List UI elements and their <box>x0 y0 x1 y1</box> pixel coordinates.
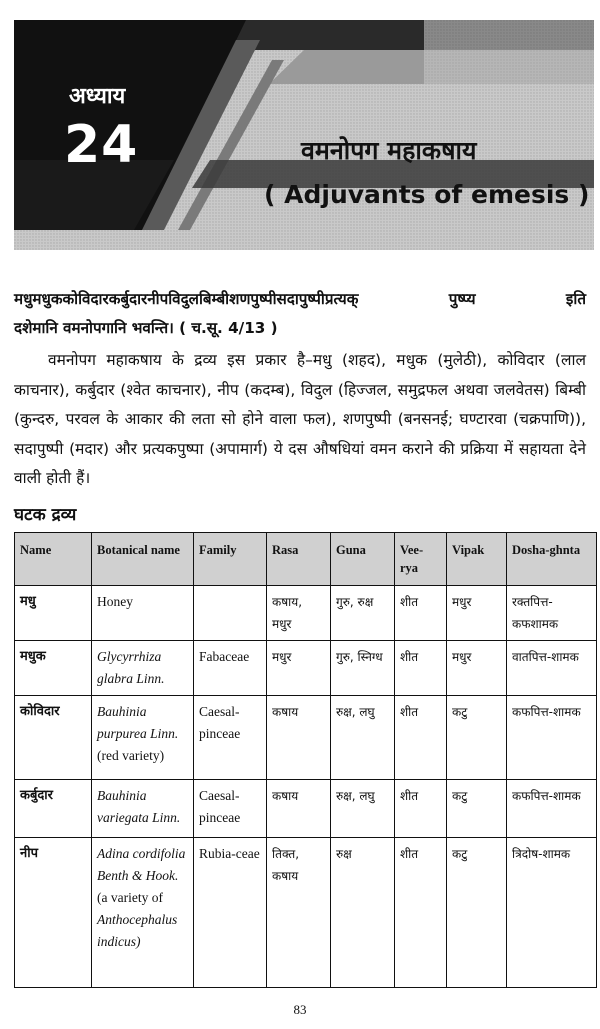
header-name: Name <box>15 533 92 586</box>
cell-botanical <box>92 838 194 988</box>
cell-vipak: कटु <box>447 780 507 838</box>
ingredients-table <box>14 532 597 988</box>
botanical-note: (a variety of <box>97 890 163 905</box>
botanical-italic: Adina cordifolia Benth & Hook. <box>97 846 186 883</box>
cell-guna: गुरु, स्निग्ध <box>331 641 395 696</box>
botanical-italic: Bauhinia purpurea Linn. <box>97 704 179 741</box>
table-row <box>15 586 597 641</box>
header-botanical: Botanical name <box>92 533 194 586</box>
cell-vipak: मधुर <box>447 641 507 696</box>
cell-botanical <box>92 641 194 696</box>
header-rasa: Rasa <box>267 533 331 586</box>
cell-veerya: शीत <box>395 838 447 988</box>
botanical-italic: Bauhinia variegata Linn. <box>97 788 181 825</box>
botanical-note: (red variety) <box>97 748 165 763</box>
cell-doshaghnta: त्रिदोष-शामक <box>507 838 597 988</box>
cell-rasa: कषाय, मधुर <box>267 586 331 641</box>
header-doshaghnta: Dosha-ghnta <box>507 533 597 586</box>
cell-guna: रुक्ष <box>331 838 395 988</box>
section-subheading: घटक द्रव्य <box>14 505 77 525</box>
cell-name: नीप <box>15 838 92 988</box>
cell-doshaghnta: कफपित्त-शामक <box>507 696 597 780</box>
cell-rasa: तिक्त, कषाय <box>267 838 331 988</box>
cell-family: Caesal-pinceae <box>194 696 267 780</box>
cell-guna: रुक्ष, लघु <box>331 780 395 838</box>
cell-name: मधु <box>15 586 92 641</box>
cell-veerya: शीत <box>395 696 447 780</box>
table-header-row <box>15 533 597 586</box>
cell-name: कर्बुदार <box>15 780 92 838</box>
table-row <box>15 696 597 780</box>
header-veerya: Vee-rya <box>395 533 447 586</box>
cell-botanical: Honey <box>92 586 194 641</box>
header-guna: Guna <box>331 533 395 586</box>
cell-vipak: मधुर <box>447 586 507 641</box>
cell-family: Rubia-ceae <box>194 838 267 988</box>
cell-family: Fabaceae <box>194 641 267 696</box>
header-family: Family <box>194 533 267 586</box>
cell-doshaghnta: कफपित्त-शामक <box>507 780 597 838</box>
botanical-italic: Glycyrrhiza glabra Linn. <box>97 649 165 686</box>
cell-doshaghnta: वातपित्त-शामक <box>507 641 597 696</box>
cell-vipak: कटु <box>447 838 507 988</box>
cell-guna: गुरु, रुक्ष <box>331 586 395 641</box>
description-paragraph: वमनोपग महाकषाय के द्रव्य इस प्रकार है–मधु (शहद), मधुक (मुलेठी), कोविदार (लाल काचनार), कर्बुदार (श्वेत काचनार), नीप (कदम्ब), विदुल (हिज्जल, समुद्रफल अथवा जलवेतस) बिम्बी (कुन्दरु, परवल के आकार की लता सो होने वाला फल), शणपुष्पी (बनसनई; घण्टारवा (चक्रपाणि)), सदापुष्पी (मदार) और प्रत्यकपुष्पा (अपामार्ग) ये दस औषधियां वमन कराने की प्रक्रिया में सहायता देने वाली होती हैं। <box>14 351 586 487</box>
page-number: 83 <box>293 1002 307 1017</box>
table-row <box>15 641 597 696</box>
chapter-banner <box>14 20 594 250</box>
cell-rasa: कषाय <box>267 696 331 780</box>
cell-family <box>194 586 267 641</box>
chapter-title-english: ( Adjuvants of emesis ) <box>264 180 590 209</box>
botanical-italic-2: Anthocephalus indicus) <box>97 912 178 949</box>
verse-word-2: इति <box>565 290 586 308</box>
cell-veerya: शीत <box>395 586 447 641</box>
cell-name: कोविदार <box>15 696 92 780</box>
cell-botanical <box>92 696 194 780</box>
sanskrit-verse <box>14 285 586 343</box>
cell-family: Caesal-pinceae <box>194 780 267 838</box>
cell-rasa: कषाय <box>267 780 331 838</box>
cell-vipak: कटु <box>447 696 507 780</box>
verse-word-1: पुष्प्य <box>448 290 476 308</box>
cell-rasa: मधुर <box>267 641 331 696</box>
cell-veerya: शीत <box>395 641 447 696</box>
table-row <box>15 838 597 988</box>
cell-doshaghnta: रक्तपित्त-कफशामक <box>507 586 597 641</box>
cell-guna: रुक्ष, लघु <box>331 696 395 780</box>
chapter-number: 24 <box>64 115 139 175</box>
cell-name: मधुक <box>15 641 92 696</box>
chapter-label: अध्याय <box>69 84 126 109</box>
header-vipak: Vipak <box>447 533 507 586</box>
cell-botanical <box>92 780 194 838</box>
verse-line-1: मधुमधुककोविदारकर्बुदारनीपविदुलबिम्बीशणपुष्पीसदापुष्पीप्रत्यक् <box>14 290 359 308</box>
chapter-title-hindi: वमनोपग महाकषाय <box>301 136 477 165</box>
verse-line-2: दशेमानि वमनोपगानि भवन्ति। ( च.सू. 4/13 ) <box>14 319 278 337</box>
cell-veerya: शीत <box>395 780 447 838</box>
table-row <box>15 780 597 838</box>
